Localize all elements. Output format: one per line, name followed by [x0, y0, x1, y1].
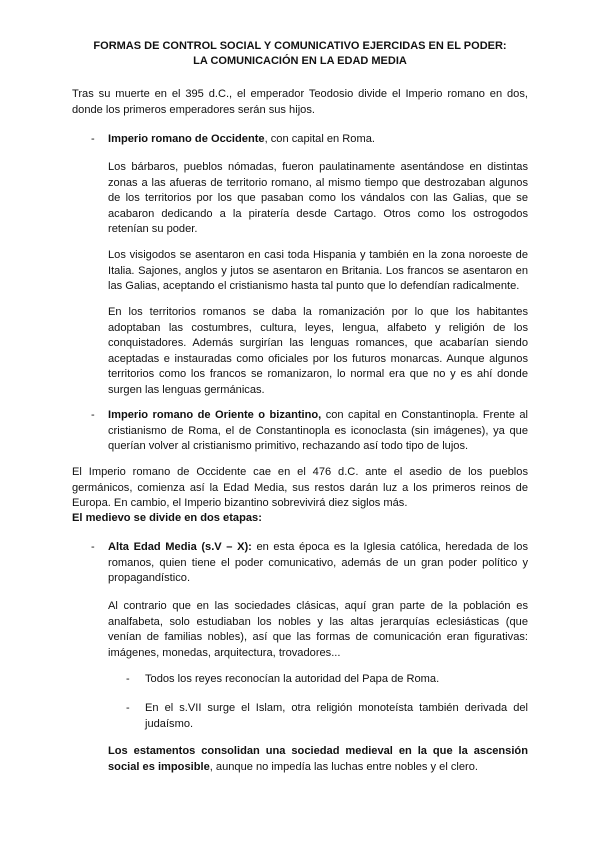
sub-bullet-dash: -	[126, 673, 130, 685]
stages-heading: El medievo se divide en dos etapas:	[72, 512, 262, 524]
west-heading-rest: , con capital en Roma.	[264, 133, 375, 145]
bullet-dash: -	[91, 541, 95, 553]
west-empire-bullet	[108, 132, 528, 148]
title-line-1: FORMAS DE CONTROL SOCIAL Y COMUNICATIVO EJERCIDAS EN EL PODER:	[93, 40, 507, 52]
bullet-dash: -	[91, 409, 95, 421]
sub-bullet-dash: -	[126, 702, 130, 714]
closing-bold: Los estamentos consolidan una sociedad medieval en la que la ascensión social es imposible	[108, 745, 528, 773]
east-text: con capital en Constantinopla. Frente al cristianismo de Roma, el de Constantinopla es iconoclasta (sin imágenes), ya que querían volver al cristianismo primitivo, rechazando así todo tipo de lujos.	[108, 409, 528, 452]
sub-bullet-1: Todos los reyes reconocían la autoridad del Papa de Roma.	[145, 673, 440, 685]
alta-paragraph-2: Al contrario que en las sociedades clásicas, aquí gran parte de la población es analfabeta, solo estudiaban los nobles y las altas jerarquías eclesiásticas (que venían de familias nobles), así que las formas de comunicación eran figurativas: imágenes, monedas, arquitectura, trovadores...	[108, 600, 528, 659]
fall-paragraph: El Imperio romano de Occidente cae en el 476 d.C. ante el asedio de los pueblos germánicos, comienza así la Edad Media, sus restos darán luz a los primeros reinos de Europa. En cambio, el Imperio bizantino sobrevivirá diez siglos más.	[72, 466, 528, 509]
west-paragraph-1: Los bárbaros, pueblos nómadas, fueron paulatinamente asentándose en distintas zonas a las afueras de territorio romano, al mismo tiempo que destrozaban algunos de los territorios por los que pasaban como los vándalos con las Galias, que se acabaron dedicando a la piratería desde Cartago. Otros como los ostrogodos retenían su poder.	[108, 161, 528, 235]
east-empire-bullet	[108, 408, 528, 455]
alta-edad-media-bullet	[108, 540, 528, 587]
intro-paragraph: Tras su muerte en el 395 d.C., el emperador Teodosio divide el Imperio romano en dos, donde los primeros emperadores serán sus hijos.	[72, 88, 528, 116]
bullet-dash: -	[91, 133, 95, 145]
east-heading: Imperio romano de Oriente o bizantino,	[108, 409, 322, 421]
closing-paragraph	[108, 744, 528, 775]
west-paragraph-3: En los territorios romanos se daba la romanización por lo que los habitantes adoptaban las costumbres, cultura, leyes, lengua, alfabeto y religión de los conquistadores. Además surgirían las lenguas romances, que acabarían siendo aceptadas e instauradas como oficiales por los futuros monarcas. Aunque algunos territorios como los francos se romanizaron, lo normal era que no y es ahí donde surgen las lenguas germánicas.	[108, 306, 528, 396]
alta-heading: Alta Edad Media (s.V – X):	[108, 541, 252, 553]
west-paragraph-2: Los visigodos se asentaron en casi toda Hispania y también en la zona noroeste de Italia. Sajones, anglos y jutos se asentaron en Britania. Los francos se asentaron en las Galias, aceptando el cristianismo hasta tal punto que lo defendían radicalmente.	[108, 249, 528, 292]
title-line-2: LA COMUNICACIÓN EN LA EDAD MEDIA	[193, 55, 407, 67]
closing-rest: , aunque no impedía las luchas entre nobles y el clero.	[209, 760, 478, 773]
sub-bullet-2: En el s.VII surge el Islam, otra religión monoteísta también derivada del judaísmo.	[145, 702, 528, 730]
alta-text: en esta época es la Iglesia católica, heredada de los romanos, quien tiene el poder comunicativo, además de un gran poder político y propagandístico.	[108, 541, 528, 584]
west-heading: Imperio romano de Occidente	[108, 133, 265, 145]
